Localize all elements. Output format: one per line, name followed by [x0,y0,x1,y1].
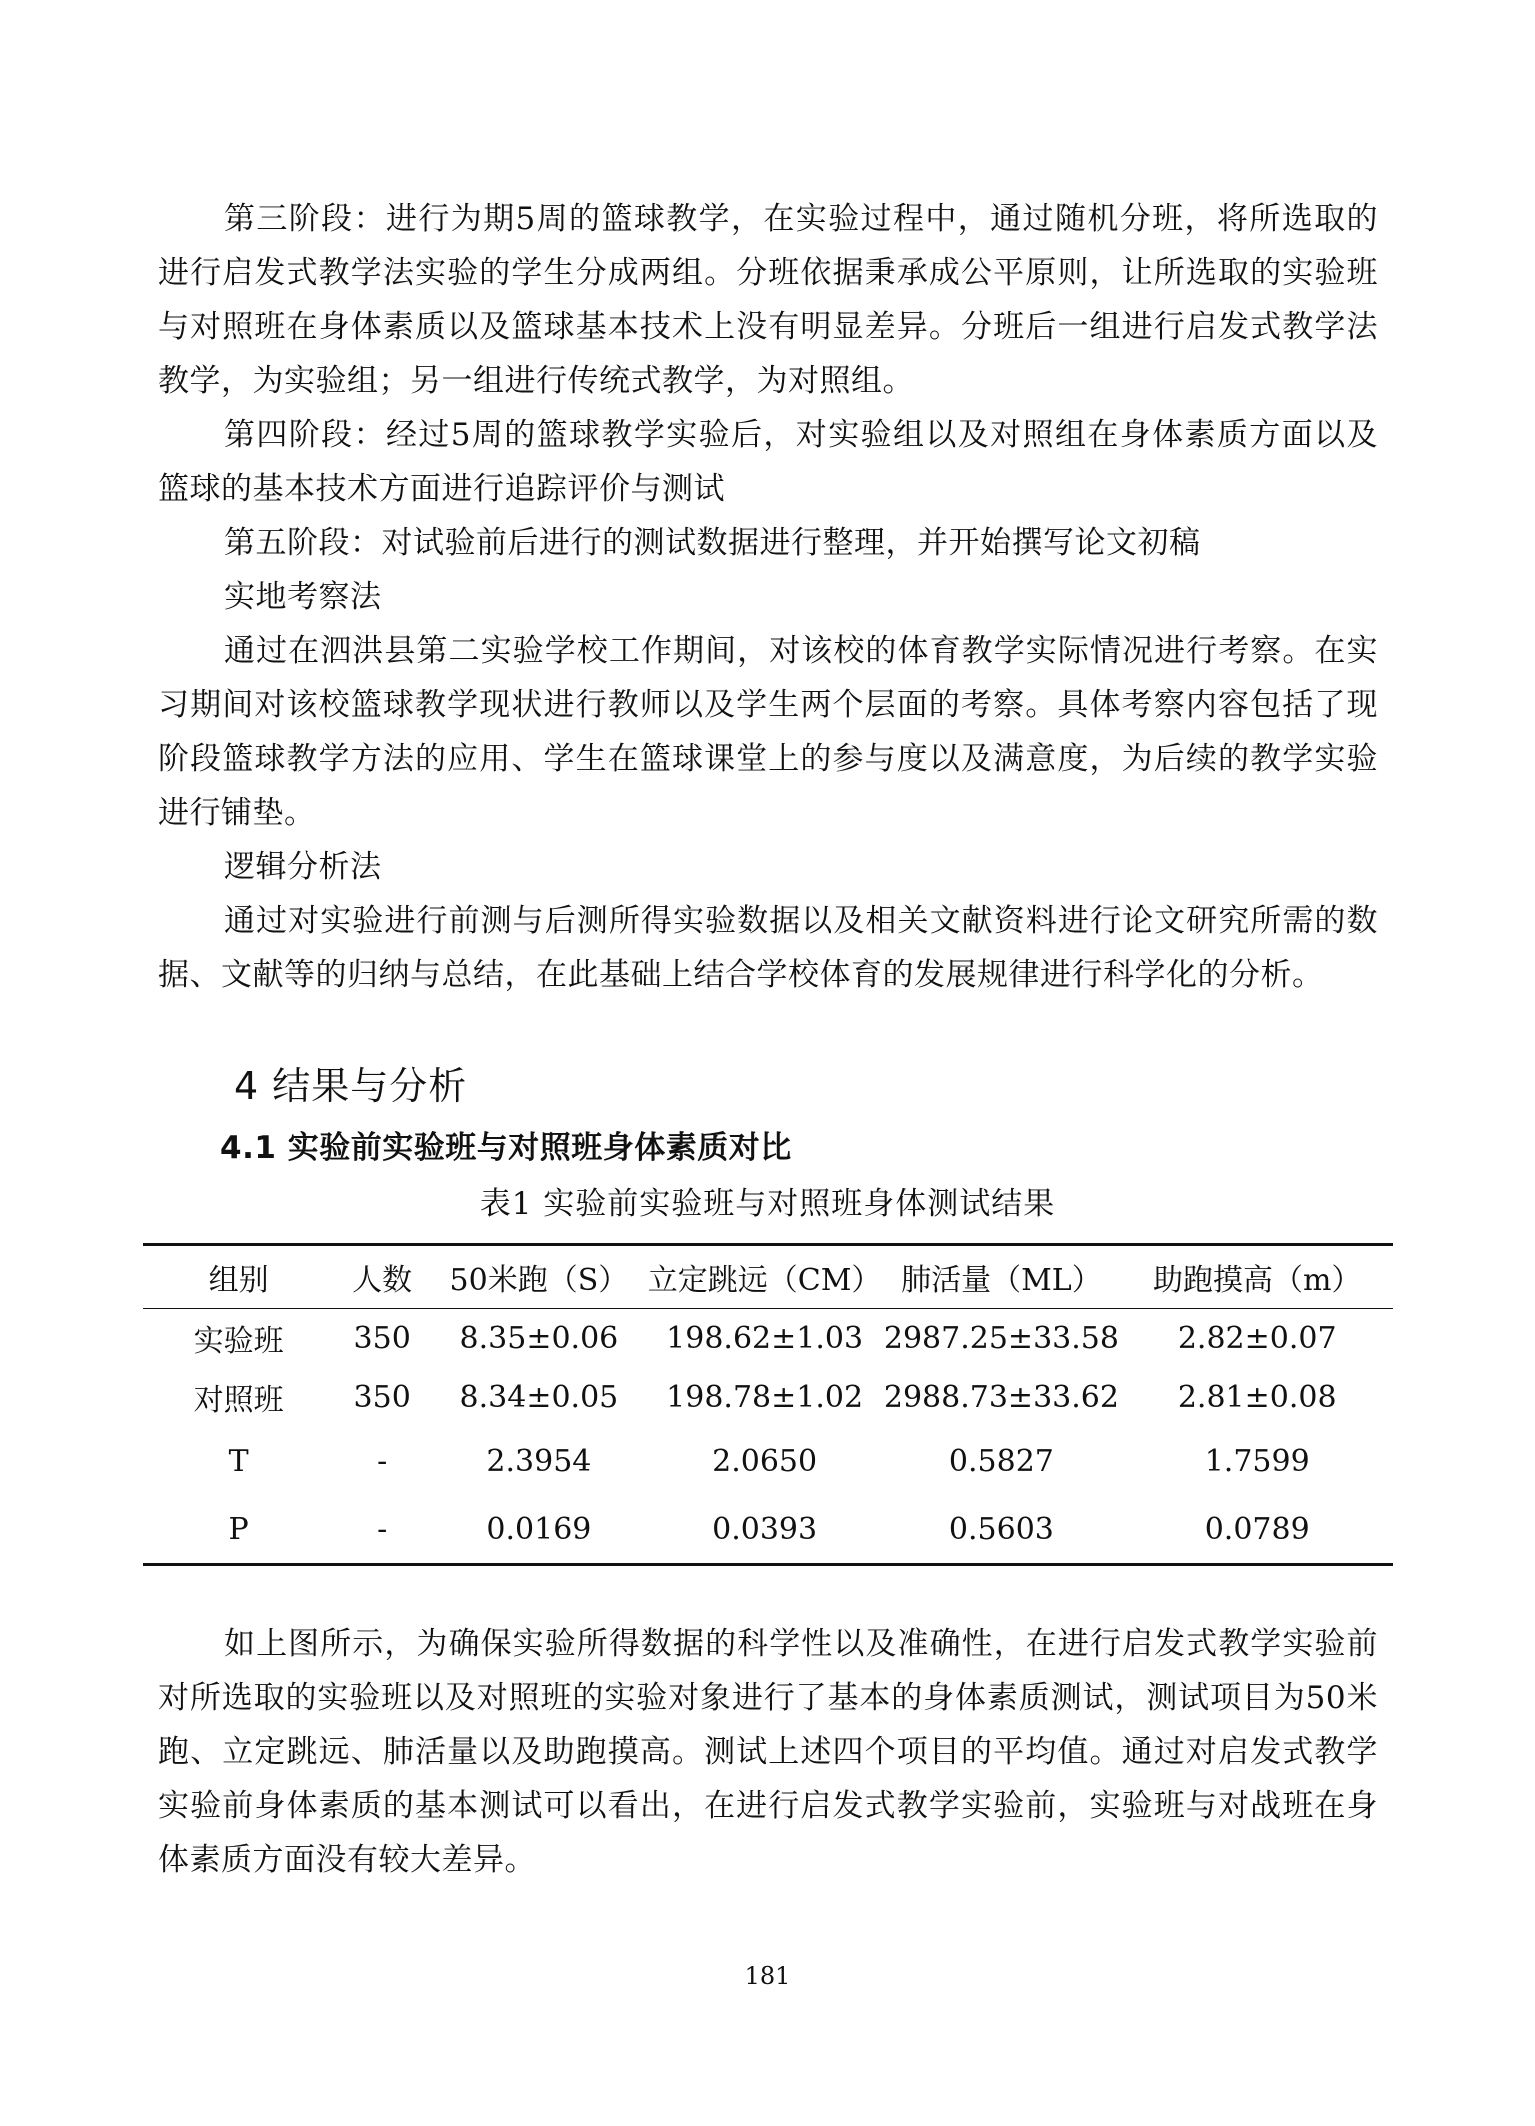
table-cell: 198.62±1.03 [666,1320,864,1356]
table-header-row [143,1245,1393,1309]
table-row [143,1309,1393,1368]
method-heading-field-survey: 实地考察法 [224,579,382,615]
table-cell: 1.7599 [1204,1443,1310,1479]
table-cell: 0.0169 [430,1496,648,1565]
table-cell: 0.5603 [881,1496,1121,1565]
table-row [143,1496,1393,1565]
paragraph-stage-three: 第三阶段：进行为期5周的篮球教学，在实验过程中，通过随机分班，将所选取的进行启发式教学法实验的学生分成两组。分班依据秉承成公平原则，让所选取的实验班与对照班在身体素质以及篮球基本技术上没有明显差异。分班后一组进行启发式教学法教学，为实验组；另一组进行传统式教学，为对照组。 [158,201,1378,399]
table-row [143,1427,1393,1496]
header-group: 组别 [143,1245,334,1309]
table-cell: 0.0393 [648,1496,882,1565]
paragraph-stage-four: 第四阶段：经过5周的篮球教学实验后，对实验组以及对照组在身体素质方面以及篮球的基本技术方面进行追踪评价与测试 [158,417,1378,507]
table-row [143,1368,1393,1427]
header-standing-jump: 立定跳远（CM） [648,1245,882,1309]
paragraph-logic-analysis: 通过对实验进行前测与后测所得实验数据以及相关文献资料进行论文研究所需的数据、文献等的归纳与总结，在此基础上结合学校体育的发展规律进行科学化的分析。 [158,903,1378,993]
table-cell: 2.3954 [486,1443,592,1479]
table-cell: P [143,1496,334,1565]
table-cell: 350 [353,1379,411,1415]
table-cell: 2.82±0.07 [1177,1320,1337,1356]
table-cell: 实验班 [193,1324,284,1360]
paragraph-table-analysis: 如上图所示，为确保实验所得数据的科学性以及准确性，在进行启发式教学实验前对所选取的实验班以及对照班的实验对象进行了基本的身体素质测试，测试项目为50米跑、立定跳远、肺活量以及助跑摸高。测试上述四个项目的平均值。通过对启发式教学实验前身体素质的基本测试可以看出，在进行启发式教学实验前，实验班与对战班在身体素质方面没有较大差异。 [158,1626,1378,1878]
header-count: 人数 [334,1245,430,1309]
table-cell: 0.5827 [948,1443,1054,1479]
paragraph-stage-five: 第五阶段：对试验前后进行的测试数据进行整理，并开始撰写论文初稿 [224,525,1201,561]
paragraph-field-survey: 通过在泗洪县第二实验学校工作期间，对该校的体育教学实际情况进行考察。在实习期间对该校篮球教学现状进行教师以及学生两个层面的考察。具体考察内容包括了现阶段篮球教学方法的应用、学生在篮球课堂上的参与度以及满意度，为后续的教学实验进行铺垫。 [158,633,1378,831]
header-lung-capacity: 肺活量（ML） [881,1245,1121,1309]
header-running-touch-height: 助跑摸高（m） [1121,1245,1393,1309]
page-number: 181 [744,1962,791,1990]
table-cell: 350 [353,1320,411,1356]
table-cell: - [377,1443,388,1479]
table-cell: 198.78±1.02 [666,1379,864,1415]
table-cell: - [334,1496,430,1565]
method-heading-logic-analysis: 逻辑分析法 [224,849,382,885]
table-cell: 2.81±0.08 [1177,1379,1337,1415]
table-cell: 8.35±0.06 [459,1320,619,1356]
table-caption: 表1 实验前实验班与对照班身体测试结果 [479,1186,1056,1222]
section-title: 4 结果与分析 [234,1064,468,1108]
results-table [143,1243,1393,1566]
table-cell: 2987.25±33.58 [883,1320,1119,1356]
table-cell: 0.0789 [1121,1496,1393,1565]
table-cell: 2988.73±33.62 [883,1379,1119,1415]
table-cell: 8.34±0.05 [459,1379,619,1415]
table-cell: 对照班 [193,1383,284,1418]
table-cell: T [228,1443,249,1479]
table-cell: 2.0650 [712,1443,818,1479]
subsection-title: 4.1 实验前实验班与对照班身体素质对比 [220,1130,792,1166]
header-50m-run: 50米跑（S） [430,1245,648,1309]
